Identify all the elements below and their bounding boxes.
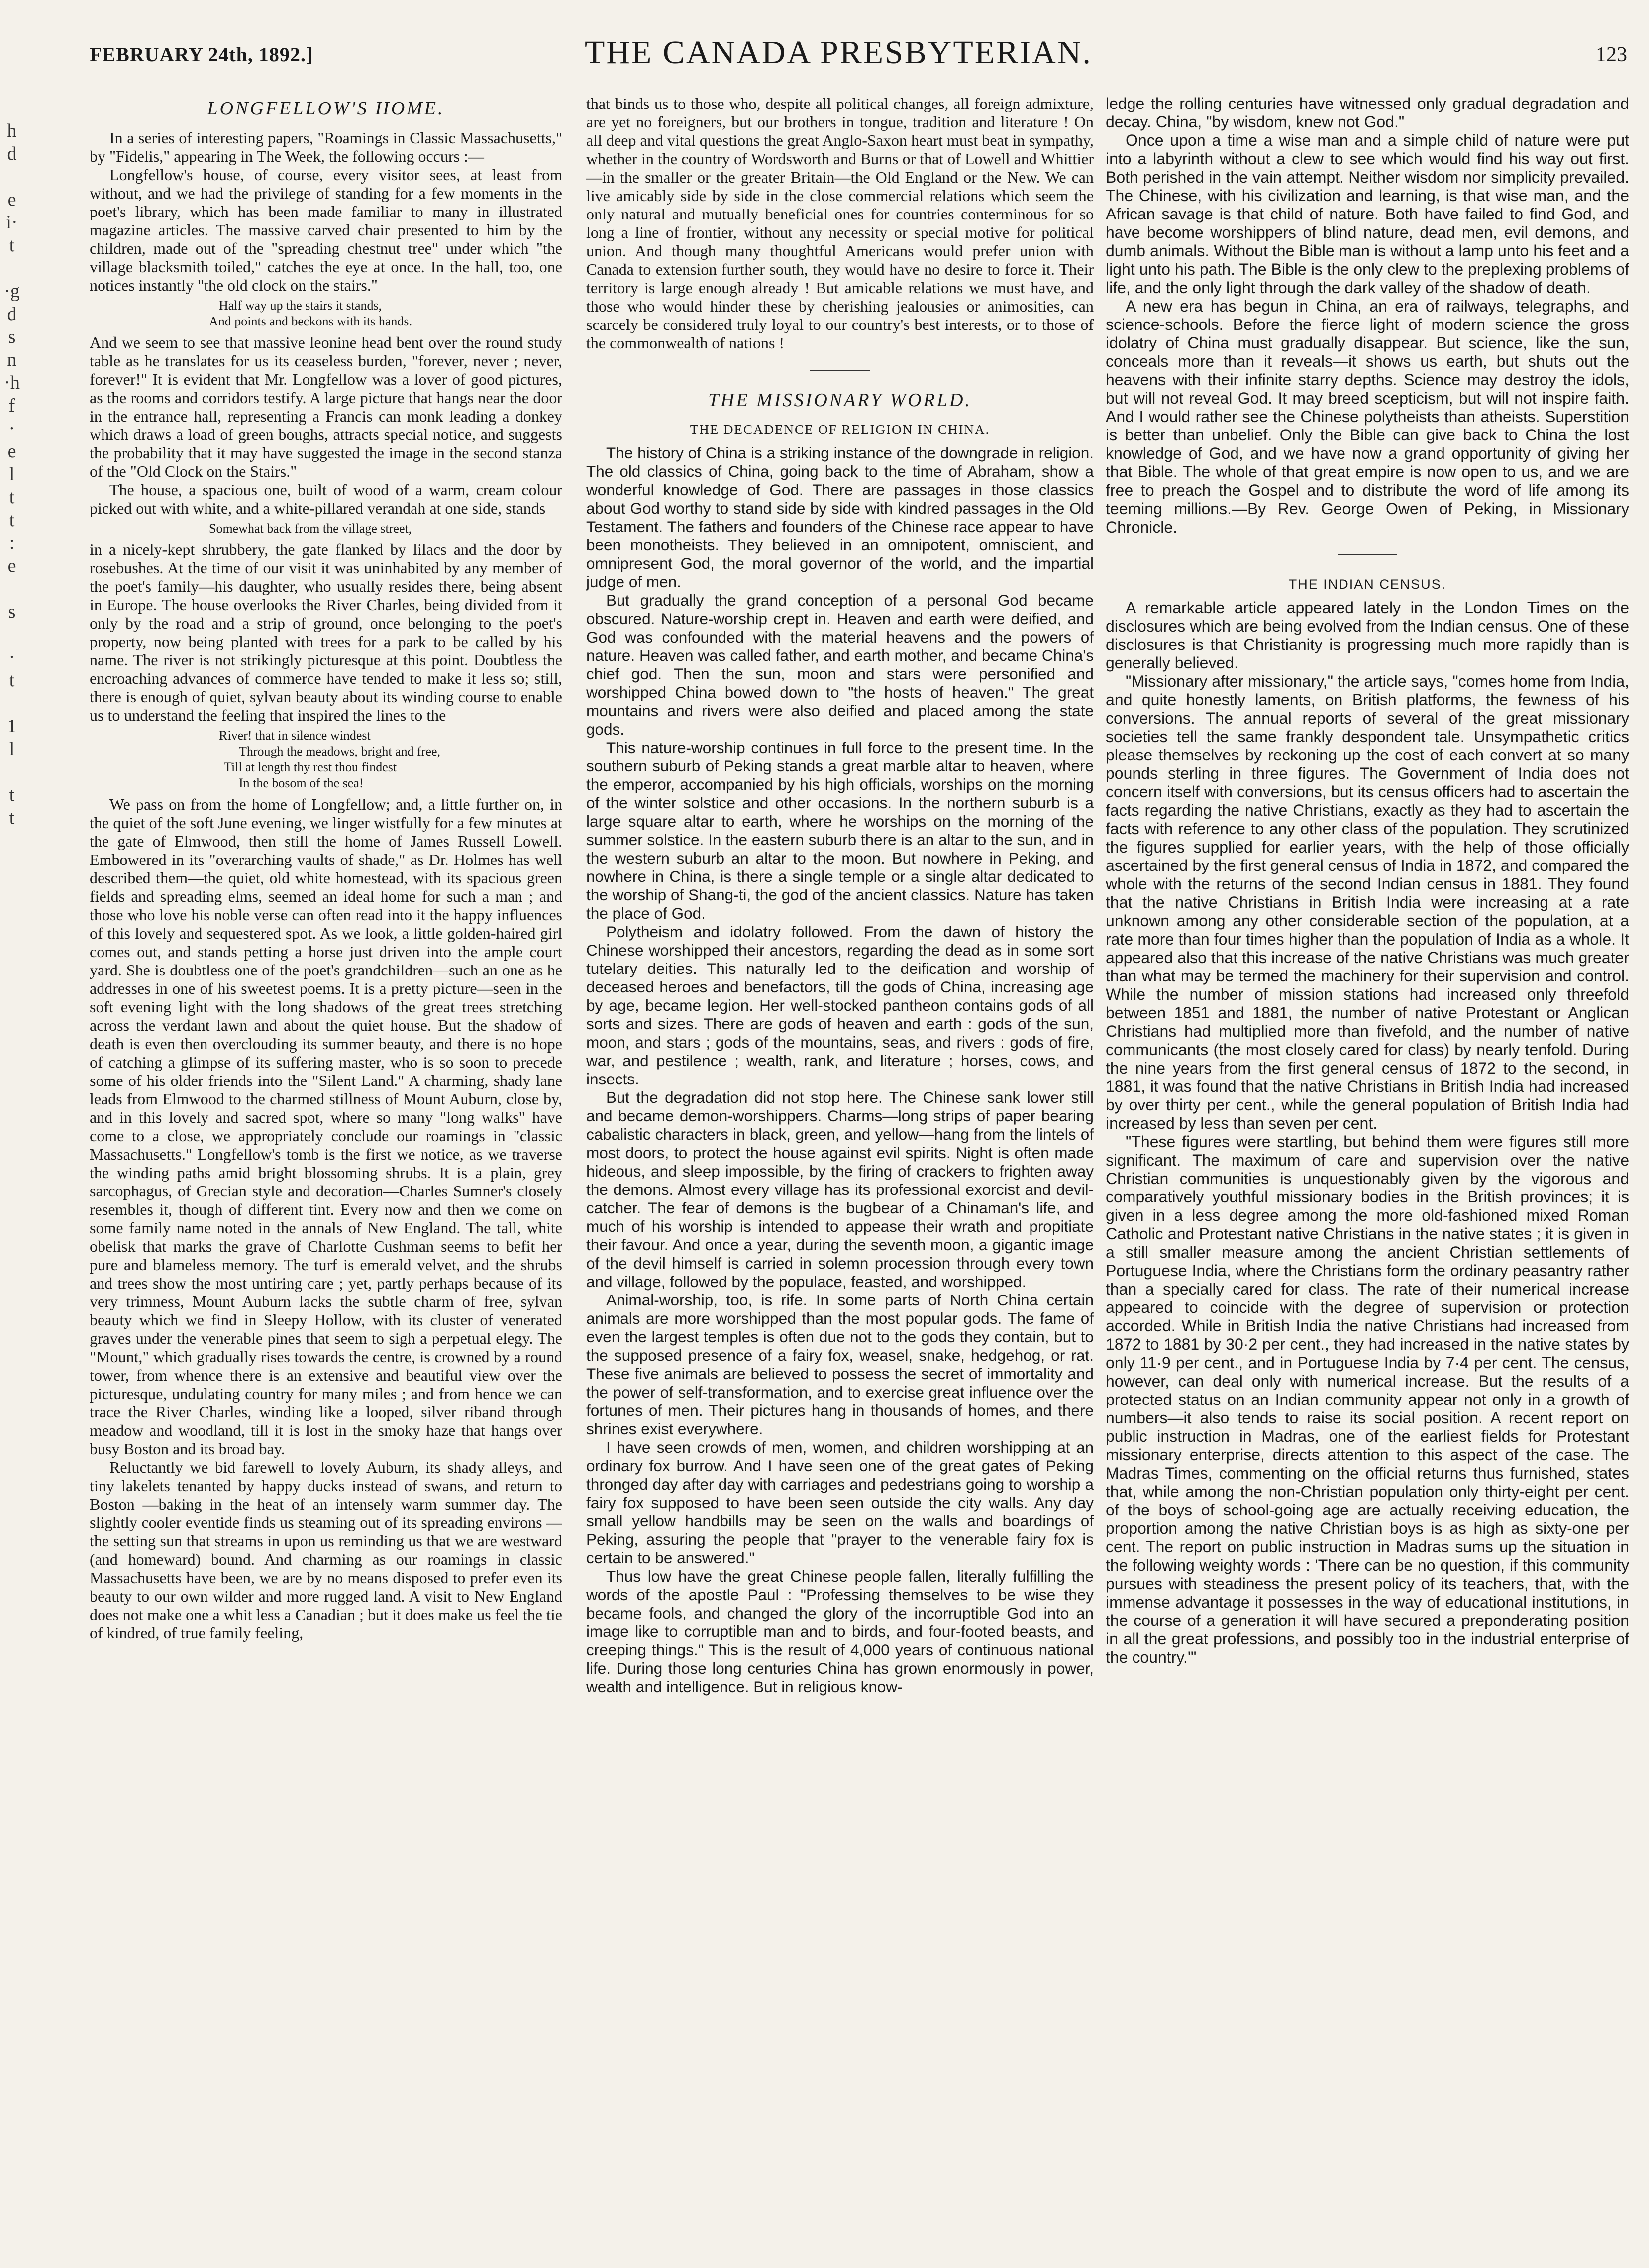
verse-line: Somewhat back from the village street, — [209, 521, 412, 536]
verse-line: And points and beckons with its hands. — [209, 314, 412, 328]
paragraph: The history of China is a striking instance of the downgrade in religion. The old classics of China, going back to the time of Abraham, show a wonderful knowledge of God. There are passages in those classics about God worthy to stand side by side with kindred passages in the Old Testament. The fathers and founders of the Chinese race appear to have been monotheists. They believed in an omnipotent, omniscient, and omnipresent God, the moral governor of the world, and the impartial judge of men. — [586, 444, 1094, 591]
paragraph: I have seen crowds of men, women, and children worshipping at an ordinary fox burrow. And I have seen one of the great gates of Peking thronged day after day with carriages and pedestrians going to worship a fairy fox supposed to have been seen outside the city walls. Any day small yellow handbills may be seen on the walls and boardings of Peking, assuring the people that "prayer to the venerable fairy fox is certain to be answered." — [586, 1438, 1094, 1567]
paragraph: A remarkable article appeared lately in the London Times on the disclosures which are being evolved from the Indian census. One of these disclosures is that Christianity is progressing much more rapidly than is generally believed. — [1106, 599, 1629, 672]
paragraph: This nature-worship continues in full force to the present time. In the southern suburb of Peking stands a great marble altar to heaven, where the emperor, accompanied by his high officials, worships on the morning of the winter solstice and other occasions. In the northern suburb is a large square altar to earth, where he worships on the morning of the summer solstice. In the eastern suburb there is an altar to the sun, and in the western suburb an altar to the moon. But nowhere in Peking, and nowhere in China, is there a single temple or a single altar dedicated to the worship of Shang-ti, the god of the ancient classics. Nature has taken the place of God. — [586, 739, 1094, 922]
verse-line: River! that in silence windest — [219, 728, 371, 743]
verse-quote — [90, 728, 562, 791]
paragraph: But the degradation did not stop here. The Chinese sank lower still and became demon-worshippers. Charms—long strips of paper bearing cabalistic characters in black, green, and yellow—hang from the lintels of most doors, to protect the house against evil spirits. Night is often made hideous, and sleep impossible, by the firing of crackers to frighten away the demons. Almost every village has its professional exorcist and devil-catcher. The fear of demons is the bugbear of a Chinaman's life, and much of his worship is intended to appease their wrath and propitiate their favour. And once a year, during the seventh moon, a gigantic image of the devil himself is carried in solemn procession through every town and village, followed by the populace, feasted, and worshipped. — [586, 1088, 1094, 1291]
verse-quote — [90, 521, 562, 537]
paragraph: Longfellow's house, of course, every visitor sees, at least from without, and we had the privilege of standing for a few moments in the poet's library, which has been made familiar to many in illustrated magazine articles. The massive carved chair presented to him by the children, made out of the "spreading chestnut tree" under which "the village blacksmith toiled," catches the eye at once. In the hall, too, one notices instantly "the old clock on the stairs." — [90, 166, 562, 294]
paragraph: in a nicely-kept shrubbery, the gate flanked by lilacs and the door by rosebushes. At the time of our visit it was uninhabited by any member of the poet's family—his daughter, who usually resides there, being absent in Europe. The house overlooks the River Charles, being divided from it only by the road and a strip of ground, once belonging to the poet's property, now being planted with trees for a park to be called by his name. The river is not strikingly picturesque at this point. Doubtless the encroaching advances of commerce have tended to make it less so; still, there is enough of quiet, sylvan beauty about its winding course to enable us to understand the feeling that inspired the lines to the — [90, 540, 562, 724]
paragraph: "These figures were startling, but behind them were figures still more significant. The maximum of care and supervision over the native Christian communities is unquestionably given by the vigorous and comparatively youthful missionary bodies in the British provinces; it is given in a less degree among the more old-fashioned mixed Roman Catholic and Protestant native Christians in the native states ; it is given in a still smaller measure among the ancient Christian settlements of Portuguese India, where the Christians form the ordinary peasantry rather than a specially cared for class. The rate of their numerical increase appeared to coincide with the degree of supervision or protection accorded. While in British India the native Christians had increased from 1872 to 1881 by 30·2 per cent., they had increased in the native states by only 11·9 per cent., and in Portuguese India by 7·4 per cent. The census, however, can deal only with numerical increase. But the results of a protected status on an Indian community appear not only in a growth of numbers—it also tends to raise its social position. A recent report on public instruction in Madras, one of the earliest fields for Protestant missionary enterprise, directs attention to this aspect of the case. The Madras Times, commenting on the official returns thus furnished, states that, while among the non-Christian population only thirty-eight per cent. of the boys of school-going age are actually receiving education, the proportion among the native Christian boys is as high as sixty-one per cent. The report on public instruction in Madras sums up the situation in the following weighty words : 'There can be no question, if this community pursues with steadiness the present policy of its teachers, that, with the immense advantage it possesses in the way of educational institutions, in the course of a generation it will have secured a preponderating position in all the great professions, and possibly too in the industrial enterprise of the country.'" — [1106, 1133, 1629, 1666]
paragraph: ledge the rolling centuries have witnessed only gradual degradation and decay. China, "by wisdom, knew not God." — [1106, 95, 1629, 131]
issue-date: FEBRUARY 24th, 1892.] — [90, 43, 313, 66]
paragraph: In a series of interesting papers, "Roamings in Classic Massachusetts," by "Fidelis," appearing in The Week, the following occurs :— — [90, 129, 562, 165]
margin-fragments: h d e i· t ·g d s n ·h f · e l t t : e s · t 1 l t t — [4, 120, 20, 828]
paragraph: Reluctantly we bid farewell to lovely Auburn, its shady alleys, and tiny lakelets tenanted by happy ducks instead of swans, and return to Boston —baking in the heat of an intensely warm summer day. The slightly cooler eventide finds us steaming out of its spreading environs —the setting sun that streams in upon us reminding us that we are westward (and homeward) bound. And charming as our roamings in classic Massachusetts have been, we are by no means disposed to prefer even its beauty to our own wilder and more rugged land. A visit to New England does not make one a whit less a Canadian ; but it does make us feel the tie of kindred, of true family feeling, — [90, 1458, 562, 1642]
china-article-body — [586, 444, 1094, 1696]
paragraph: Animal-worship, too, is rife. In some parts of North China certain animals are more worshipped than the most popular gods. The fame of even the largest temples is often due not to the gods they contain, but to the supposed presence of a fairy fox, weasel, snake, hedgehog, or rat. These five animals are believed to possess the secret of immortality and the power of self-transformation, and to exercise great influence over the fortunes of men. Their pictures hang in thousands of homes, and there shrines exist everywhere. — [586, 1291, 1094, 1438]
verse-line: Through the meadows, bright and free, — [239, 744, 441, 758]
column-left — [90, 95, 562, 2255]
verse-line: In the bosom of the sea! — [239, 776, 364, 790]
masthead — [50, 31, 1627, 71]
paragraph: Polytheism and idolatry followed. From the dawn of history the Chinese worshipped their ancestors, regarding the dead as in some sort tutelary deities. This naturally led to the deification and worship of deceased heroes and benefactors, till the gods of China, increasing age by age, became legion. Her well-stocked pantheon contains gods of all sorts and sizes. There are gods of heaven and earth : gods of the sun, moon, and stars ; gods of the mountains, seas, and rivers : gods of fire, war, and pestilence ; wealth, rank, and literature ; horses, cows, and insects. — [586, 923, 1094, 1088]
paragraph: And we seem to see that massive leonine head bent over the round study table as he translates for us its ceaseless burden, "forever, never ; never, forever!" It is evident that Mr. Longfellow was a lover of good pictures, as the rooms and corridors testify. A large picture that hangs near the door in the entrance hall, representing a Francis can monk leading a donkey which draws a load of green boughs, attracts special notice, and suggests the probability that it may have suggested the image in the second stanza of the "Old Clock on the Stairs." — [90, 333, 562, 480]
paragraph: But gradually the grand conception of a personal God became obscured. Nature-worship crept in. Heaven and earth were deified, and God was confounded with the material heavens and the powers of nature. Heaven was called father, and earth mother, and became China's chief god. Then the sun, moon and stars were personified and worshipped China bowed down to "the hosts of heaven." The great mountains and rivers were also deified and placed among the state gods. — [586, 591, 1094, 738]
article-heading-longfellow: LONGFELLOW'S HOME. — [207, 98, 445, 119]
verse-line: Till at length thy rest thou findest — [224, 760, 397, 774]
verse-quote — [90, 298, 562, 329]
section-divider — [1338, 554, 1397, 555]
newspaper-title: THE CANADA PRESBYTERIAN. — [585, 34, 1092, 71]
section-heading-missionary-world: THE MISSIONARY WORLD. — [708, 390, 972, 411]
column-right — [1106, 95, 1629, 2255]
paragraph: The house, a spacious one, built of wood of a warm, cream colour picked out with white, and a white-pillared verandah at one side, stands — [90, 481, 562, 517]
article-heading-indian-census: THE INDIAN CENSUS. — [1288, 577, 1446, 592]
column-middle — [586, 95, 1094, 2255]
paragraph: "Missionary after missionary," the article says, "comes home from India, and quite honestly laments, on British platforms, the fewness of his conversions. The annual reports of several of the great missionary societies tell the same frankly despondent tale. Unsympathetic critics please themselves by reckoning up the cost of each convert at so many pounds sterling in three figures. The Government of India does not concern itself with conversions, but its census officers had to ascertain the facts regarding the native Christians, exactly as they had to ascertain the facts with reference to any other class of the population. They scrutinized the figures supplied for earlier years, with the help of those officially ascertained by the first general census of India in 1872, and compared the whole with the returns of the second Indian census in 1881. They found that the native Christians in British India were increasing at a rate unknown among any other considerable section of the population, at a rate more than four times higher than the population of India as a whole. It appeared also that this increase of the native Christians was much greater than what may be termed the machinery for their supervision and control. While the number of mission stations had increased only threefold between 1851 and 1881, the number of native Protestant or Anglican Christians had multiplied more than fivefold, and the number of native communicants (the most closely cared for class) by nearly tenfold. During the nine years from the first general census of 1872 to the second, in 1881, it was found that the native Christians in British India had increased by over thirty per cent., while the general population of British India had increased by less than seven per cent. — [1106, 672, 1629, 1132]
paragraph: that binds us to those who, despite all political changes, all foreign admixture, are yet no foreigners, but our brothers in tongue, tradition and literature ! On all deep and vital questions the great Anglo-Saxon heart must beat in sympathy, whether in the country of Wordsworth and Burns or that of Lowell and Whittier—in the smaller or the greater Britain—the Old England or the New. We can live amicably side by side in the close commercial relations which seem the only natural and mutually beneficial ones for countries conterminous for so long a line of frontier, without any necessity or special motive for political union. And though many thoughtful Americans would prefer union with Canada to extension further south, they would have no desire to force it. Their territory is large enough already ! But amicable relations we must have, and those who would hinder these by cherishing jealousies or animosities, can scarcely be considered truly loyal to our country's best interests, or to those of the commonwealth of nations ! — [586, 95, 1094, 352]
paragraph: Thus low have the great Chinese people fallen, literally fulfilling the words of the apostle Paul : "Professing themselves to be wise they became fools, and changed the glory of the incorruptible God into an image like to corruptible man and to birds, and four-footed beasts, and creeping things." This is the result of 4,000 years of continuous national life. During those long centuries China has grown enormously in power, wealth and intelligence. But in religious know- — [586, 1567, 1094, 1696]
verse-line: Half way up the stairs it stands, — [219, 298, 382, 313]
paragraph: Once upon a time a wise man and a simple child of nature were put into a labyrinth without a clew to see which would find his way out first. Both perished in the vain attempt. Neither wisdom nor simplicity prevailed. The Chinese, with his civilization and learning, is that wise man, and the African savage is that child of nature. Both have failed to find God, and have become worshippers of blind nature, dead men, evil demons, and dumb animals. Without the Bible man is without a lamp unto his feet and a light unto his path. The Bible is the only clew to the preplexing problems of life, and the only light through the dark valley of the shadow of death. — [1106, 131, 1629, 297]
paragraph: A new era has begun in China, an era of railways, telegraphs, and science-schools. Before the fierce light of modern science the gross idolatry of China must gradually disappear. But science, like the sun, conceals more than it reveals—it shows us earth, but shuts out the heavens with their infinite starry depths. Science may destroy the idols, but will not reveal God. It may breed scepticism, but will not inspire faith. And I would rather see the Chinese polytheists than atheists. Superstition is better than unbelief. Only the Bible can give back to China the lost knowledge of God, and we have now a grand opportunity of giving her that Bible. The whole of that great empire is now open to us, and we are free to preach the Gospel and to distribute the word of life among its teeming millions.—By Rev. George Owen of Peking, in Missionary Chronicle. — [1106, 297, 1629, 536]
article-heading-china: THE DECADENCE OF RELIGION IN CHINA. — [690, 422, 990, 437]
page-number: 123 — [1596, 43, 1627, 66]
paragraph: We pass on from the home of Longfellow; and, a little further on, in the quiet of the soft June evening, we linger wistfully for a few minutes at the gate of Elmwood, then still the home of James Russell Lowell. Embowered in its "overarching vaults of shade," as Dr. Holmes has well described them—the quiet, old white homestead, with its spacious green fields and spreading elms, seemed an ideal home for such a man ; and those who love his noble verse can often read into it the happy influences of this lovely and sequestered spot. As we look, a little golden-haired girl comes out, and stands petting a horse just driven into the ample court yard. She is doubtless one of the poet's grandchildren—such an one as he addresses in one of his sweetest poems. It is a pretty picture—seen in the soft evening light with the long shadows of the great trees stretching across the verdant lawn and about the quiet house. But the shadow of death is even then overclouding its summer beauty, and there is no hope of catching a glimpse of its suffering master, who is so soon to precede some of his older friends into the "Silent Land." A charming, shady lane leads from Elmwood to the charmed stillness of Mount Auburn, close by, and in this lovely and sacred spot, where so many "long walks" have come to a close, we appropriately conclude our roamings in "classic Massachusetts." Longfellow's tomb is the first we notice, as we traverse the winding paths amid bright blossoming shrubs. It is a plain, grey sarcophagus, of Grecian style and decoration—Charles Sumner's closely resembles it, though of different tint. Every now and then we come on some family name noted in the annals of New England. The tall, white obelisk that marks the grave of Charlotte Cushman seems to befit her pure and blameless memory. The turf is emerald velvet, and the shrubs and trees show the most untiring care ; yet, partly perhaps because of its very trimness, Mount Auburn lacks the subtle charm of free, sylvan beauty which we find in Sleepy Hollow, with its cluster of venerated graves under the venerable pines that seem to sigh a perpetual elegy. The "Mount," which gradually rises towards the centre, is crowned by a round tower, from whence there is an extensive and beautiful view over the picturesque, undulating country for many miles ; and from hence we can trace the River Charles, winding like a looped, silver riband through meadow and woodland, till it is lost in the smoky haze that hangs over busy Boston and its broad bay. — [90, 795, 562, 1458]
section-divider — [810, 370, 870, 371]
